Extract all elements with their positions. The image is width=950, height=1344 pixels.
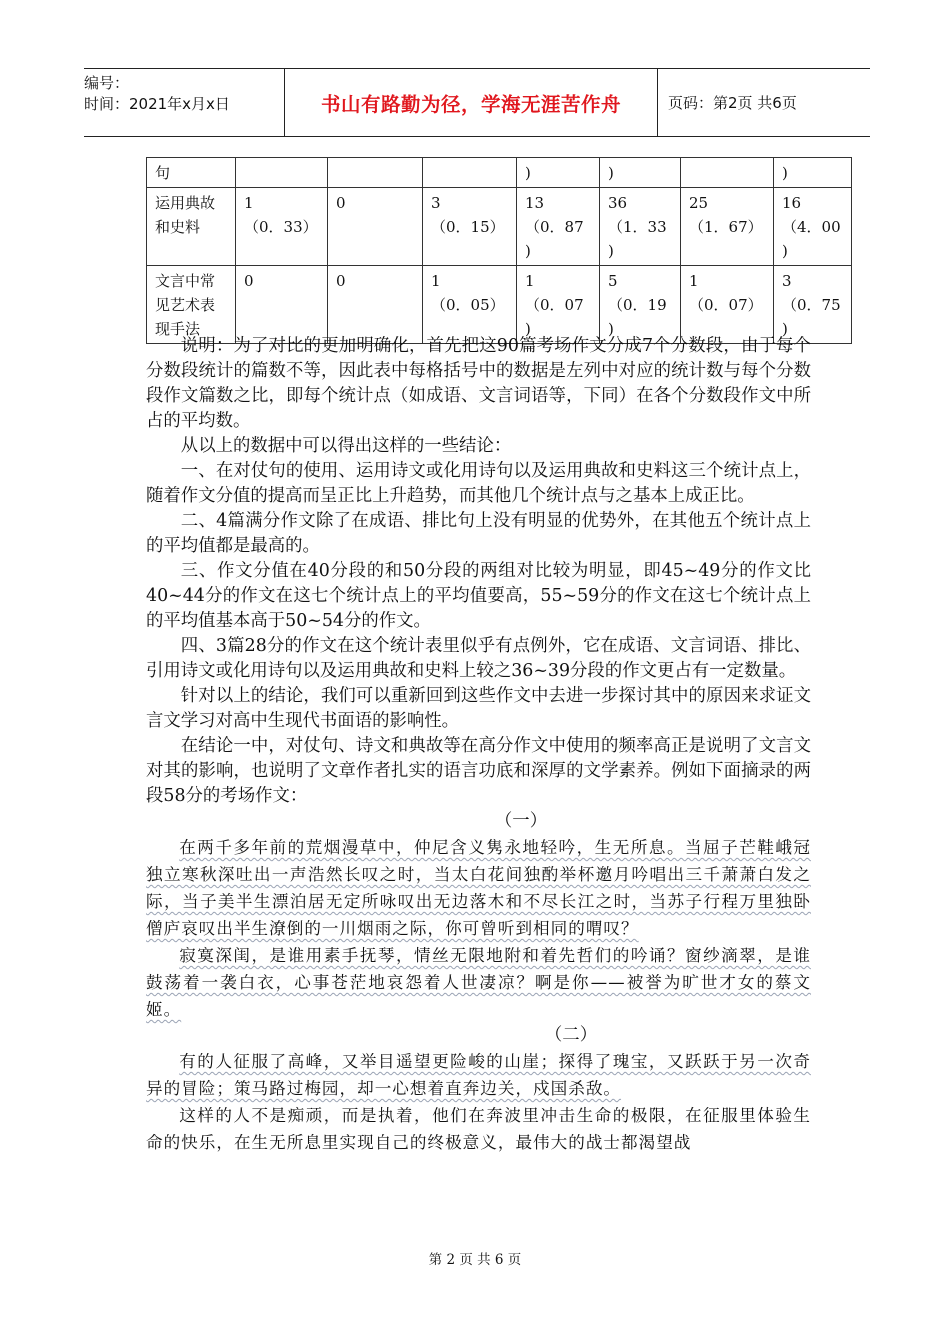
table-cell: 1 （0．07 ) [517,266,600,344]
document-body [146,334,811,1156]
table-cell [328,158,423,188]
note-paragraph: 说明：为了对比的更加明确化，首先把这90篇考场作文分成7个分数段，由于每个分数段统计的篇数不等，因此表中每格括号中的数据是左列中对应的统计数与每个分数段作文篇数之比，即每个统计点（如成语、文言词语等，下同）在各个分数段作文中所占的平均数。 [146,336,811,431]
table-cell: 13 （0．87 ) [517,188,600,266]
header-motto: 书山有路勤为径，学海无涯苦作舟 [284,69,658,136]
table-cell: 25 （1．67） [681,188,774,266]
statistics-table [146,157,852,344]
header-info [84,69,284,136]
essay-excerpt [146,1102,811,1156]
table-cell: 0 [328,188,423,266]
table-cell: 1 （0．07） [681,266,774,344]
table-cell: ) [600,158,681,188]
serial-number: 编号： [84,74,130,92]
table-cell: ) [774,158,852,188]
conclusion-3: 三、作文分值在40分段的和50分段的两组对比较为明显，即45~49分的作文比40~44分的作文在这七个统计点上的平均值要高，55~59分的作文在这七个统计点上的平均值基本高于50~54分的作文。 [146,561,811,631]
table-row [147,188,852,266]
table-row [147,266,852,344]
row-label: 句 [147,158,236,188]
table-cell: 36 （1．33 ) [600,188,681,266]
conclusion-1: 一、在对仗句的使用、运用诗文或化用诗句以及运用典故和史料这三个统计点上，随着作文分值的提高而呈正比上升趋势，而其他几个统计点与之基本上成正比。 [146,461,811,506]
essay-text: 这样的人不是痴顽，而是执着，他们在奔波里冲击生命的极限，在征服里体验生命的快乐，在生无所息里实现自己的终极意义，最伟大的战士都渴望战 [146,1106,811,1152]
table-cell: 16 （4．00 ) [774,188,852,266]
table-cell: 0 [236,266,328,344]
page-footer: 第 2 页 共 6 页 [428,1252,522,1268]
table-cell: 0 [328,266,423,344]
essay-subtitle-1: （一） [494,811,548,831]
essay-excerpt [146,1048,811,1102]
essay-excerpt [146,834,811,942]
essay-text: 有的人征服了高峰，又举目遥望更险峻的山崖；探得了瑰宝，又跃跃于另一次奇异的冒险；策马路过梅园，却一心想着直奔边关，戍国杀敌。 [146,1052,811,1098]
table-cell: 5 （0．19 ) [600,266,681,344]
paragraph: 从以上的数据中可以得出这样的一些结论： [180,436,512,456]
essay-excerpt [146,942,811,1023]
date-line: 时间：2021年x月x日 [84,95,230,113]
table-cell: 1 （0．05） [423,266,517,344]
table-cell: 1 （0．33） [236,188,328,266]
essay-subtitle-2: （二） [544,1025,598,1045]
page-header [84,68,870,137]
paragraph: 在结论一中，对仗句、诗文和典故等在高分作文中使用的频率高正是说明了文言文对其的影响，也说明了文章作者扎实的语言功底和深厚的文学素养。例如下面摘录的两段58分的考场作文： [146,736,811,806]
conclusion-2: 二、4篇满分作文除了在成语、排比句上没有明显的优势外，在其他五个统计点上的平均值都是最高的。 [146,511,811,556]
essay-text: 寂寞深闺，是谁用素手抚琴，情丝无限地附和着先哲们的吟诵？窗纱滴翠，是谁鼓荡着一袭白衣，心事苍茫地哀怨着人世凄凉？啊是你——被誉为旷世才女的蔡文姬。 [146,946,811,1019]
paragraph: 针对以上的结论，我们可以重新回到这些作文中去进一步探讨其中的原因来求证文言文学习对高中生现代书面语的影响性。 [146,686,811,731]
row-label: 运用典故和史料 [147,188,236,266]
table-cell [423,158,517,188]
table-row [147,158,852,188]
table-cell: ) [517,158,600,188]
table-cell: 3 （0．75 ) [774,266,852,344]
table-cell: 3 （0．15） [423,188,517,266]
table-cell [236,158,328,188]
essay-text: 在两千多年前的荒烟漫草中，仲尼含义隽永地轻吟，生无所息。当屈子芒鞋峨冠独立寒秋深吐出一声浩然长叹之时，当太白花间独酌举杯邀月吟唱出三千萧萧白发之际，当子美半生漂泊居无定所咏叹出无边落木和不尽长江之时，当苏子行程万里独卧僧庐哀叹出半生潦倒的一川烟雨之际，你可曾听到相同的喟叹？ [146,838,811,938]
header-page-number: 页码：第2页 共6页 [668,94,797,112]
conclusion-4: 四、3篇28分的作文在这个统计表里似乎有点例外，它在成语、文言词语、排比、引用诗文或化用诗句以及运用典故和史料上较之36~39分段的作文更占有一定数量。 [146,636,811,681]
table-cell [681,158,774,188]
row-label: 文言中常见艺术表现手法 [147,266,236,344]
